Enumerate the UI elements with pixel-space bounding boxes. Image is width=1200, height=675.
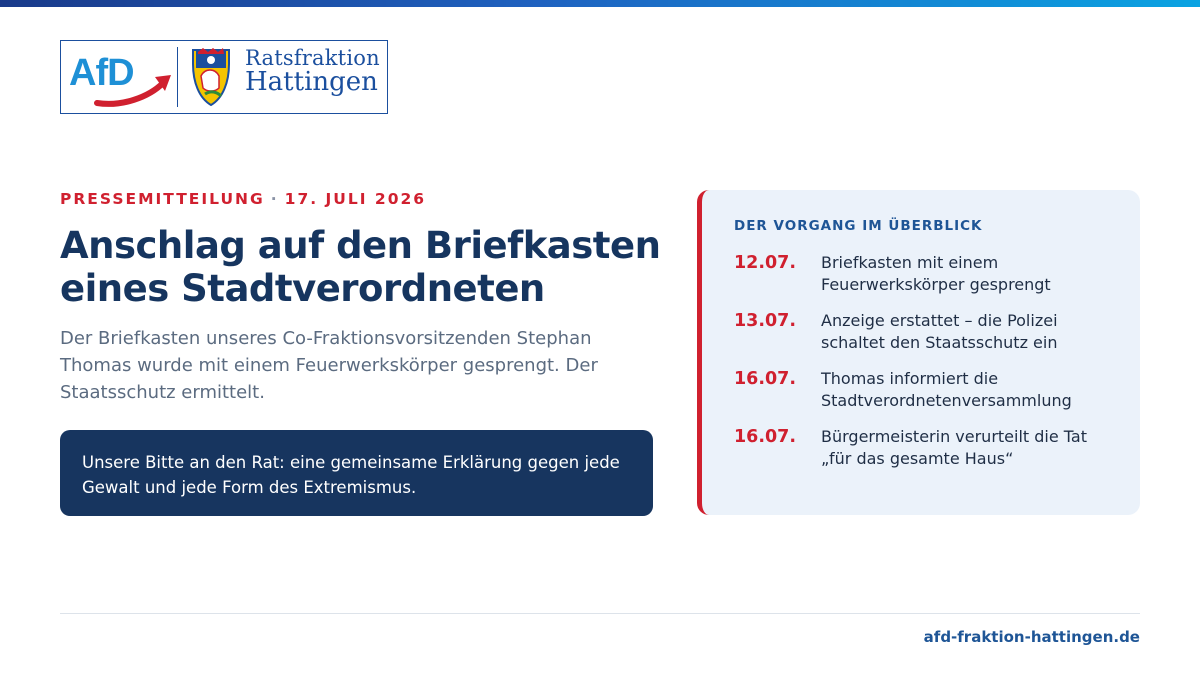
svg-text:AfD: AfD — [69, 52, 134, 94]
org-name — [245, 47, 380, 96]
kicker-date: 17. JULI 2026 — [284, 190, 427, 208]
timeline-date: 16.07. — [734, 427, 797, 447]
headline: Anschlag auf den Briefkasten eines Stadtverordneten — [60, 224, 661, 310]
hattingen-coat-of-arms-icon — [185, 46, 237, 108]
timeline-title: DER VORGANG IM ÜBERBLICK — [734, 218, 983, 234]
org-name-line1: Ratsfraktion — [245, 46, 380, 70]
timeline-item — [734, 426, 1112, 469]
timeline-text: Briefkasten mit einem Feuerwerkskörper gesprengt — [821, 253, 1051, 294]
timeline-panel — [697, 190, 1140, 515]
org-name-line2: Hattingen — [245, 67, 378, 98]
logo-divider — [177, 47, 178, 107]
timeline-item — [734, 368, 1112, 411]
logo-box — [60, 40, 388, 114]
timeline-date: 13.07. — [734, 311, 797, 331]
afd-logo — [67, 47, 175, 109]
lead-paragraph: Der Briefkasten unseres Co-Fraktionsvorsitzenden Stephan Thomas wurde mit einem Feuerwerkskörper gesprengt. Der Staatsschutz ermittelt. — [60, 328, 598, 403]
timeline-text: Thomas informiert die Stadtverordnetenversammlung — [821, 369, 1072, 410]
top-accent-bar — [0, 0, 1200, 7]
kicker-label: PRESSEMITTEILUNG — [60, 190, 265, 208]
footer-url[interactable]: afd-fraktion-hattingen.de — [923, 628, 1140, 646]
footer-divider — [60, 613, 1140, 614]
timeline-item — [734, 310, 1112, 353]
timeline-text: Anzeige erstattet – die Polizei schaltet den Staatsschutz ein — [821, 311, 1058, 352]
kicker-separator: · — [270, 190, 279, 208]
timeline-date: 16.07. — [734, 369, 797, 389]
timeline-text: Bürgermeisterin verurteilt die Tat „für das gesamte Haus“ — [821, 427, 1087, 468]
callout-box: Unsere Bitte an den Rat: eine gemeinsame Erklärung gegen jede Gewalt und jede Form des Extremismus. — [60, 430, 653, 516]
timeline-item — [734, 252, 1112, 295]
timeline-date: 12.07. — [734, 253, 797, 273]
kicker — [60, 190, 426, 208]
